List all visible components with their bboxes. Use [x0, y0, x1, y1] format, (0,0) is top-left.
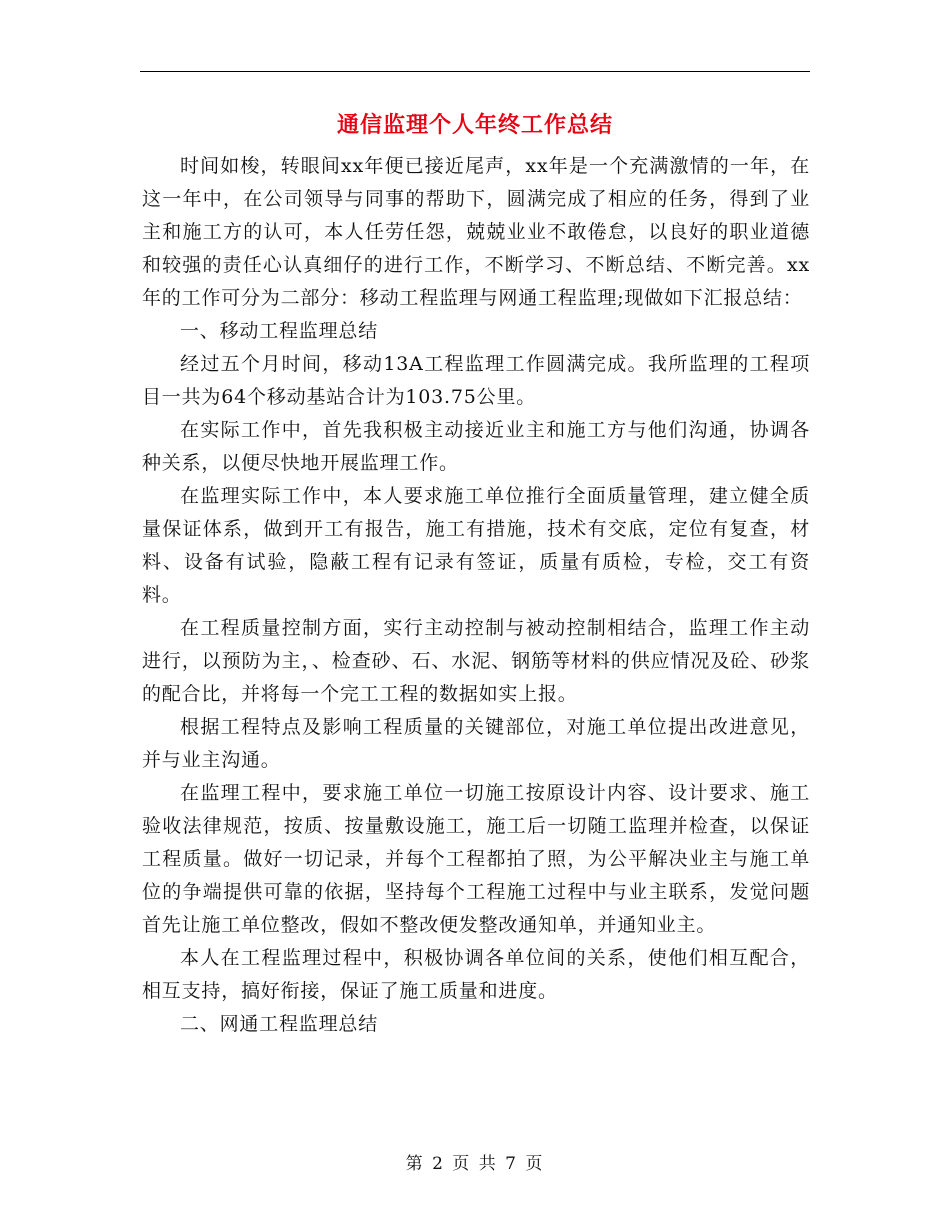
document-body: [142, 150, 810, 1041]
header-rule: [140, 71, 810, 72]
paragraph-supervision-requirements: 在监理工程中，要求施工单位一切施工按原设计内容、设计要求、施工验收法律规范，按质、按量敷设施工，施工后一切随工监理并检查，以保证工程质量。做好一切记录，并每个工程都拍了照，为公平解决业主与施工单位的争端提供可靠的依据，坚持每个工程施工过程中与业主联系，发觉问题首先让施工单位整改，假如不整改便发整改通知单，并通知业主。: [142, 782, 810, 936]
paragraph-intro: 时间如梭，转眼间xx年便已接近尾声，xx年是一个充满激情的一年，在这一年中，在公司领导与同事的帮助下，圆满完成了相应的任务，得到了业主和施工方的认可，本人任劳任怨，兢兢业业不敢倦怠，以良好的职业道德和较强的责任心认真细仔的进行工作，不断学习、不断总结、不断完善。xx年的工作可分为二部分：移动工程监理与网通工程监理;现做如下汇报总结：: [142, 155, 810, 309]
paragraph-mobile-overview: 经过五个月时间，移动13A工程监理工作圆满完成。我所监理的工程项目一共为64个移动基站合计为103.75公里。: [142, 353, 810, 408]
paragraph-communication: 在实际工作中，首先我积极主动接近业主和施工方与他们沟通，协调各种关系，以便尽快地开展监理工作。: [142, 419, 810, 474]
paragraph-key-parts: 根据工程特点及影响工程质量的关键部位，对施工单位提出改进意见，并与业主沟通。: [142, 716, 810, 771]
paragraph-quality-control: 在工程质量控制方面，实行主动控制与被动控制相结合，监理工作主动进行，以预防为主，、检查砂、石、水泥、钢筋等材料的供应情况及砼、砂浆的配合比，并将每一个完工工程的数据如实上报。: [142, 617, 810, 705]
paragraph-coordination: 本人在工程监理过程中，积极协调各单位间的关系，使他们相互配合，相互支持，搞好衔接，保证了施工质量和进度。: [142, 947, 810, 1002]
section-heading-netcom: 二、网通工程监理总结: [180, 1013, 379, 1035]
paragraph-quality-system: 在监理实际工作中，本人要求施工单位推行全面质量管理，建立健全质量保证体系，做到开工有报告，施工有措施，技术有交底，定位有复查，材料、设备有试验，隐蔽工程有记录有签证，质量有质检，专检，交工有资料。: [142, 485, 810, 606]
document-title: 通信监理个人年终工作总结: [336, 112, 613, 138]
section-heading-mobile: 一、移动工程监理总结: [180, 320, 379, 342]
page-number: 第 2 页 共 7 页: [405, 1154, 545, 1174]
